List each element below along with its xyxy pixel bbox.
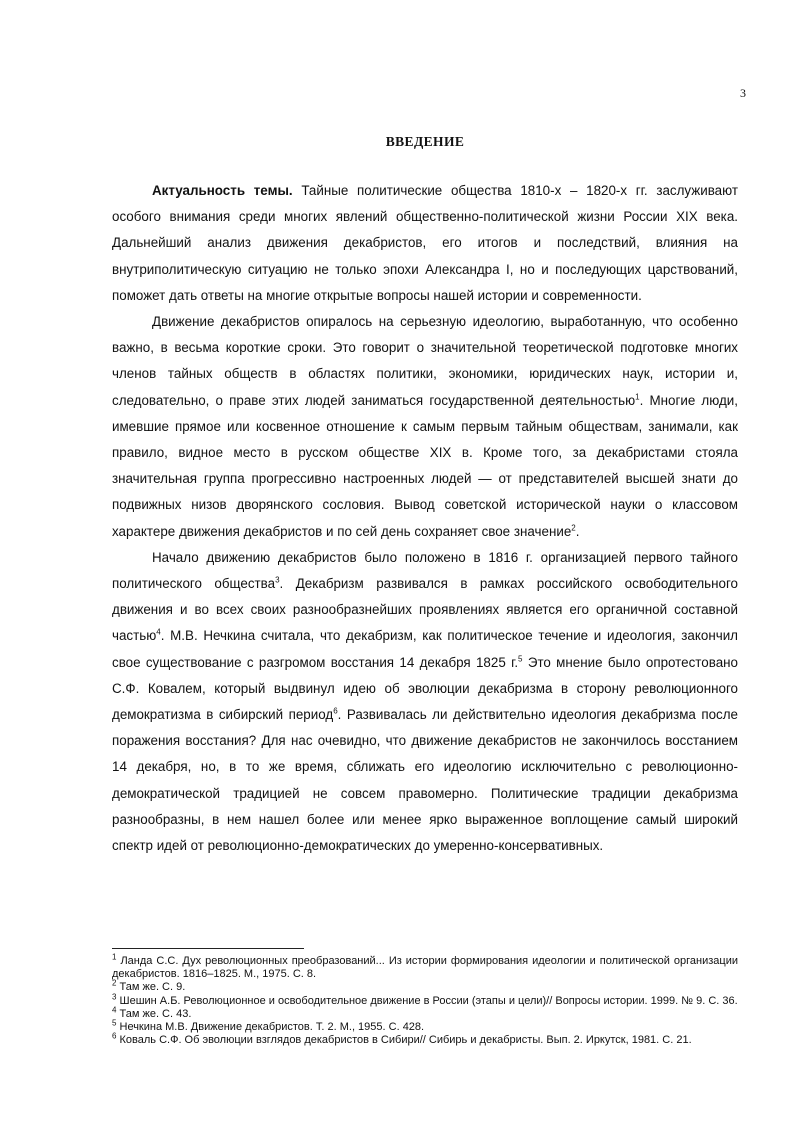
footnote-ref[interactable]: 3 bbox=[275, 575, 280, 585]
main-text bbox=[112, 178, 738, 859]
footnote-text: Там же. С. 43. bbox=[116, 1007, 192, 1020]
footnote bbox=[112, 1005, 738, 1021]
footnote-text: Шешин А.Б. Революционное и освободительное движение в России (этапы и цели)// Вопросы истории. 1999. № 9. С. 36. bbox=[116, 994, 738, 1007]
footnote-number: 3 bbox=[112, 991, 117, 1001]
footnote-text: Нечкина М.В. Движение декабристов. Т. 2. М., 1955. С. 428. bbox=[116, 1021, 425, 1034]
footnote-number: 4 bbox=[112, 1005, 117, 1015]
footnote-text: Ланда С.С. Дух революционных преобразований... Из истории формирования идеологии и политической организации декабристов. 1816–1825. М., 1975. С. 8. bbox=[112, 955, 738, 981]
footnote-number: 6 bbox=[112, 1031, 117, 1041]
footnote-divider bbox=[112, 948, 304, 949]
footnote-text: Коваль С.Ф. Об эволюции взглядов декабристов в Сибири// Сибирь и декабристы. Вып. 2. Иркутск, 1981. С. 21. bbox=[116, 1034, 692, 1047]
footnote bbox=[112, 991, 738, 1008]
footnote-ref[interactable]: 1 bbox=[635, 392, 640, 402]
footnote-number: 5 bbox=[112, 1018, 117, 1028]
footnote-number: 2 bbox=[112, 978, 117, 988]
paragraph-relevance bbox=[112, 178, 738, 309]
footnote bbox=[112, 1018, 738, 1034]
paragraph-text: . М.В. Нечкина считала, что декабризм, как политическое течение и идеология, закончил свое существование с разгромом восстания 14 декабря 1825 г. bbox=[112, 628, 738, 670]
footnote-number: 1 bbox=[112, 952, 117, 962]
paragraph-text: Начало движению декабристов было положено в 1816 г. организацией первого тайного политического общества bbox=[112, 549, 738, 592]
paragraph-text: Тайные политические общества 1810-х – 1820-х гг. заслуживают особого внимания среди многих явлений общественно-политической жизни России XIX века. Дальнейший анализ движения декабристов, его итогов и последствий, влияния на внутриполитическую ситуацию не только эпохи Александра I, но и последующих царствований, поможет дать ответы на многие открытые вопросы нашей истории и современности. bbox=[112, 183, 738, 303]
footnote bbox=[112, 978, 738, 994]
footnote-ref[interactable]: 6 bbox=[333, 706, 338, 716]
page-title: ВВЕДЕНИЕ bbox=[385, 134, 465, 149]
paragraph-lead: Актуальность темы. bbox=[152, 183, 293, 198]
paragraph-text: . Декабризм развивался в рамках российского освободительного движения и во всех своих разнообразнейших проявлениях является его органичной составной частью bbox=[112, 576, 739, 644]
page-number: 3 bbox=[740, 86, 746, 100]
paragraph-origins bbox=[112, 545, 738, 859]
footnote-ref[interactable]: 5 bbox=[518, 654, 523, 664]
paragraph-text: Движение декабристов опиралось на серьезную идеологию, выработанную, что особенно важно, в весьма короткие сроки. Это говорит о значительной теоретической подготовке многих членов тайных обществ в областях политики, экономики, юридических наук, истории и, следовательно, о праве этих людей заниматься государственной деятельностью bbox=[112, 314, 738, 408]
paragraph-text: . Многие люди, имевшие прямое или косвенное отношение к самым первым тайным обществам, занимали, как правило, видное место в русском обществе XIX в. Кроме того, за декабристами стояла значительная группа прогрессивно настроенных людей — от представителей высшей знати до подвижных низов дворянского сословия. Вывод советской исторической науки о классовом характере движения декабристов и по сей день сохраняет свое значение bbox=[112, 392, 738, 539]
footnote-text: Там же. С. 9. bbox=[116, 981, 186, 994]
paragraph-text: Это мнение было опротестовано С.Ф. Ковалем, который выдвинул идею об эволюции декабризма в сторону революционного демократизма в сибирский период bbox=[112, 654, 738, 723]
footnote bbox=[112, 1031, 738, 1047]
paragraph-text: . bbox=[575, 523, 580, 539]
footnote bbox=[112, 952, 738, 981]
paragraph-text: . Развивалась ли действительно идеология декабризма после поражения восстания? Для нас очевидно, что движение декабристов не закончилось восстанием 14 декабря, но, в то же время, сближать его идеологию исключительно с революционно-демократической традицией не совсем правомерно. Политические традиции декабризма разнообразны, в нем нашел более или менее ярко выраженное воплощение самый широкий спектр идей от революционно-демократических до умеренно-консервативных. bbox=[112, 707, 738, 854]
paragraph-ideology bbox=[112, 309, 738, 545]
footnotes bbox=[112, 952, 738, 1047]
footnote-ref[interactable]: 4 bbox=[156, 627, 161, 637]
footnote-ref[interactable]: 2 bbox=[571, 523, 576, 533]
